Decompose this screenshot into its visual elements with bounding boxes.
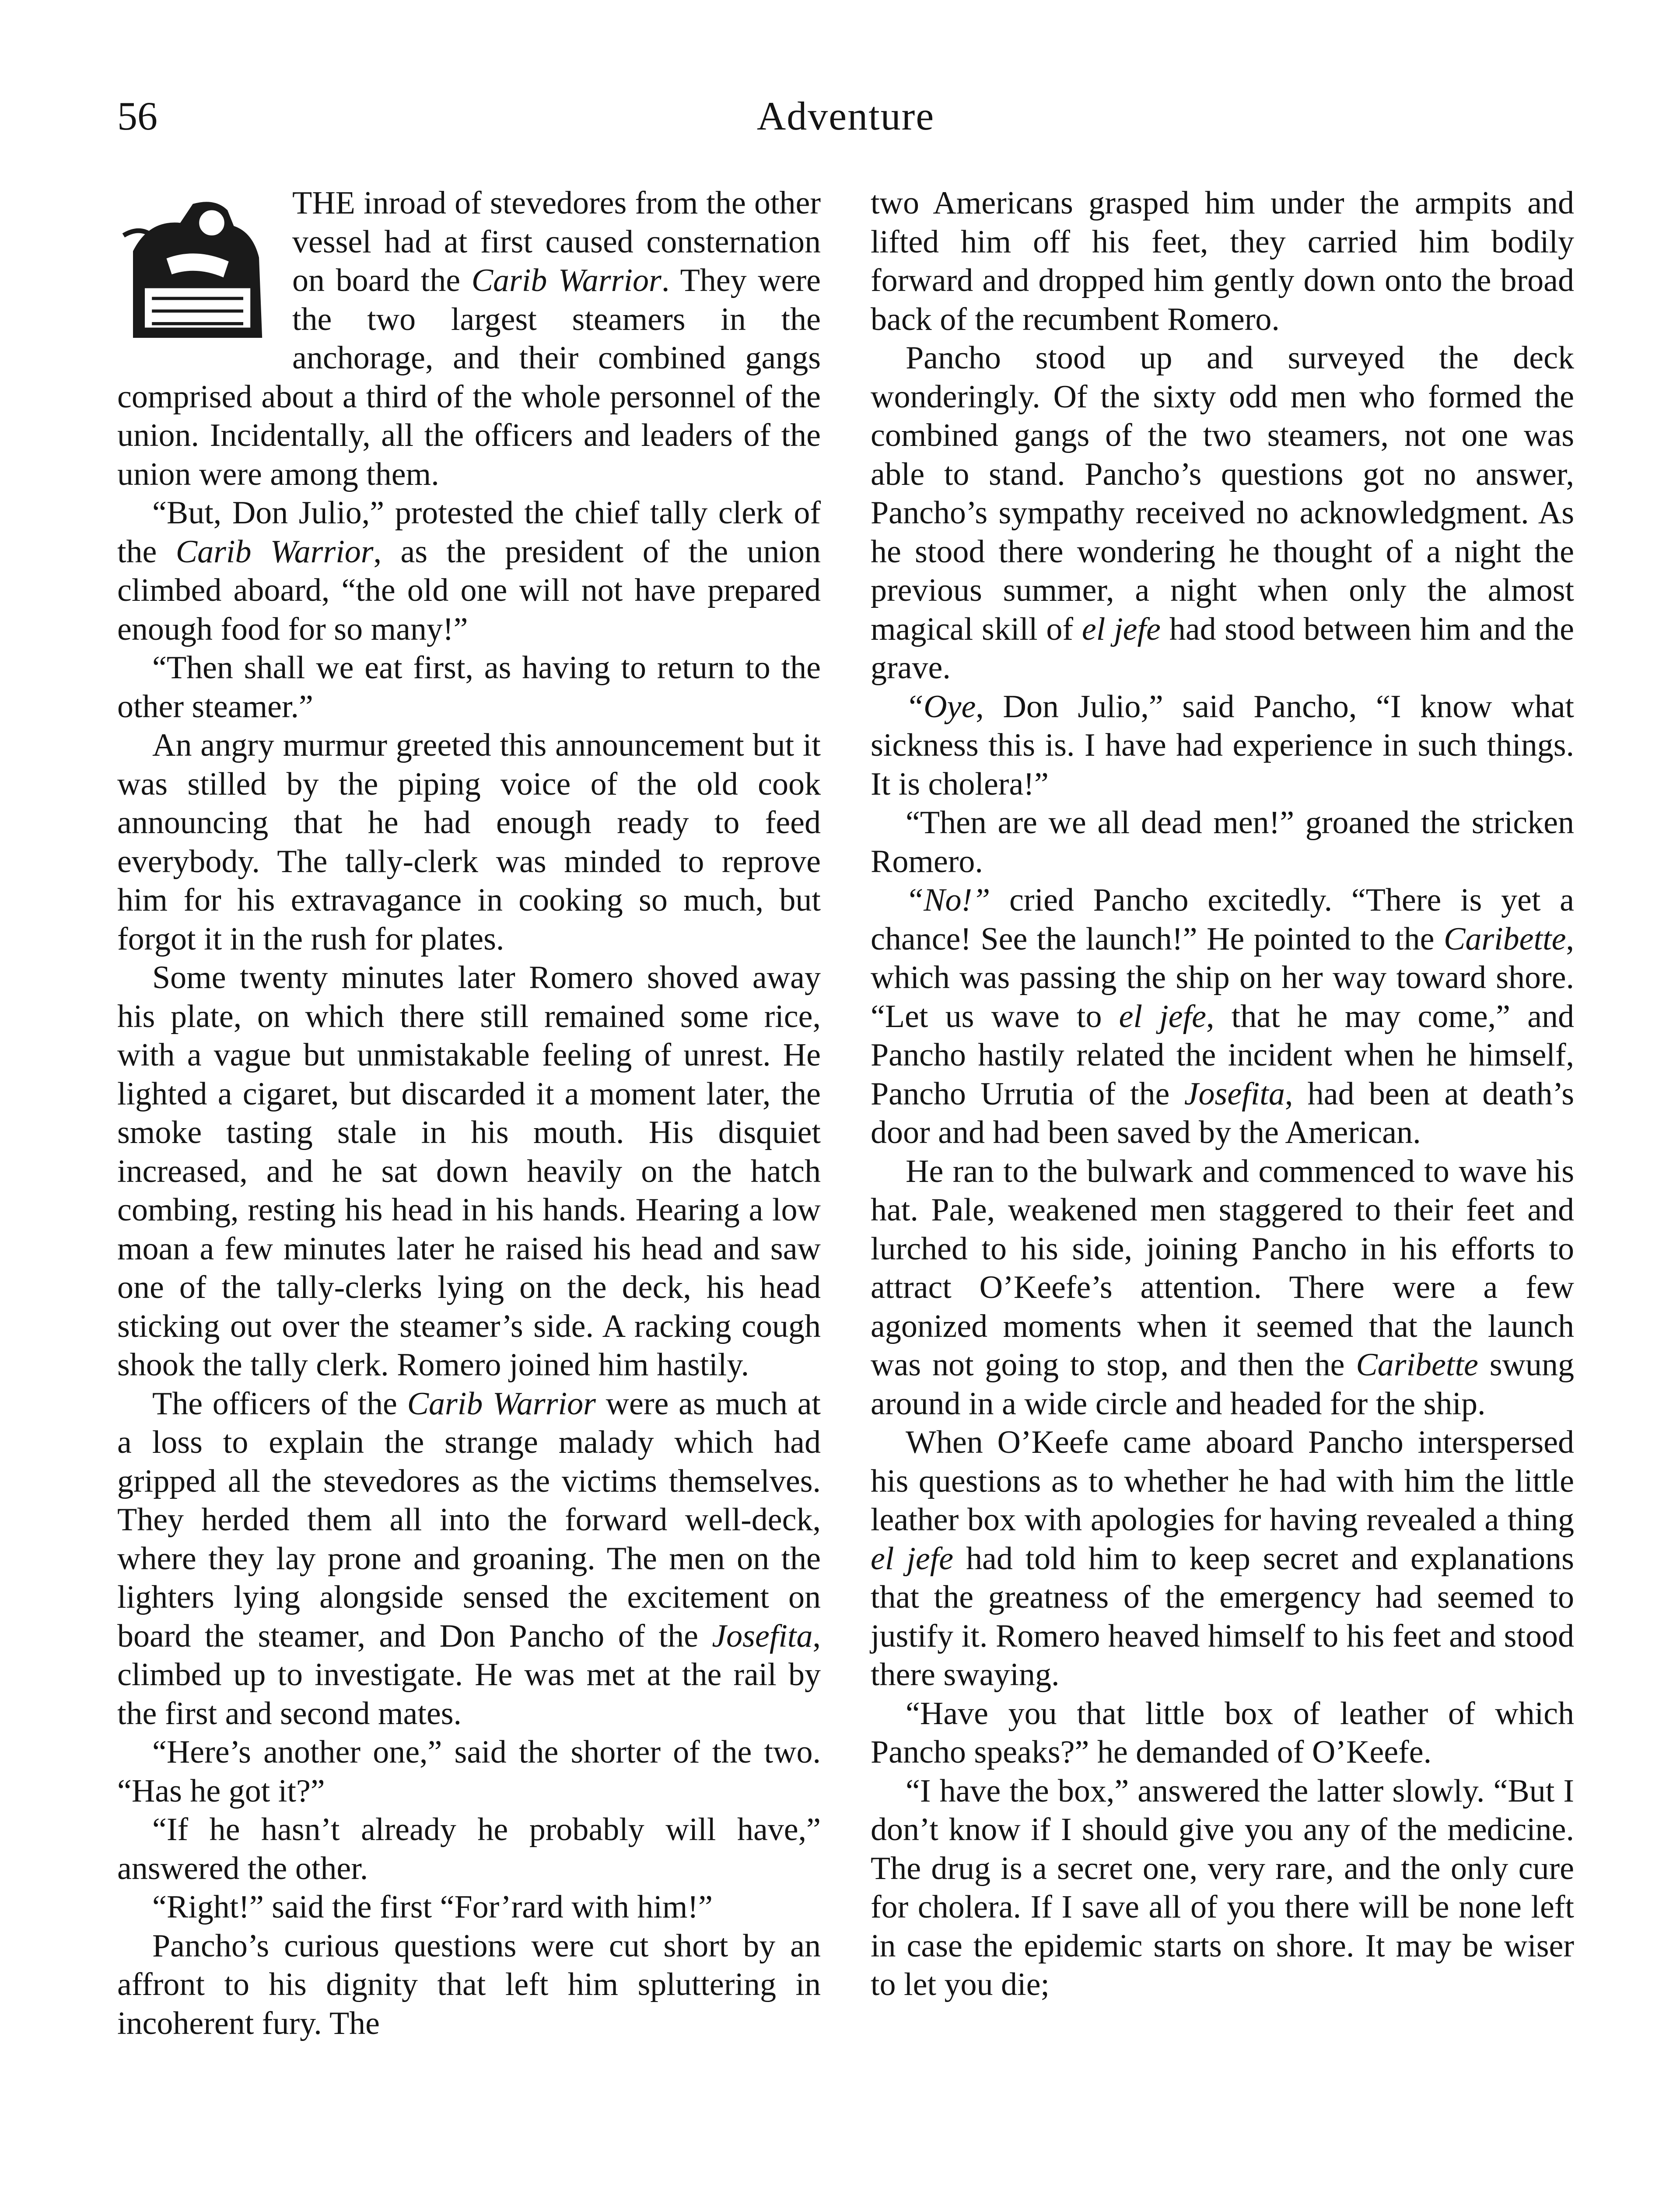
paragraph: “Here’s another one,” said the shorter of the two. “Has he got it?” [117, 1734, 821, 1809]
paragraph: “Then shall we eat first, as having to return to the other steamer.” [117, 650, 821, 725]
paragraph [871, 881, 1574, 1152]
paragraph-text: When O’Keefe came aboard Pancho interspersed his questions as to whether he had with him the little leather box with apologies for having revealed a thing [871, 1424, 1574, 1538]
foreign-term: el jefe [1119, 998, 1206, 1034]
running-title: Adventure [756, 94, 935, 138]
paragraph-text: , climbed up to investigate. He was met at the rail by the first and second mates. [117, 1618, 821, 1732]
boat-name: Josefita [712, 1618, 813, 1654]
emphasis: “No!” [906, 882, 990, 918]
foreign-term: el jefe [1082, 611, 1161, 647]
paragraph: An angry murmur greeted this announcement but it was stilled by the piping voice of the old cook announcing that he had enough ready to feed everybody. The tally-clerk was minded to reprove him for his extravagance in cooking so much, but forgot it in the rush for plates. [117, 727, 821, 957]
paragraph-text: “But, Don Julio,” protested the chief tally clerk of the [117, 495, 821, 570]
ship-name: Carib Warrior [471, 263, 662, 298]
paragraph: two Americans grasped him under the armpits and lifted him off his feet, they carried him bodily forward and dropped him gently down onto the broad back of the recumbent Romero. [871, 185, 1574, 337]
decorative-illustration [117, 188, 275, 346]
paragraph [871, 687, 1574, 804]
sailor-illustration-icon [117, 188, 275, 346]
ship-name: Carib Warrior [175, 533, 374, 570]
paragraph-text: THE inroad of stevedores from the other vessel had at first caused consternation on board the [292, 185, 821, 298]
paragraph-text: , Don Julio,” said Pancho, “I know what sickness this is. I have had experience in such things. It is cholera!” [871, 688, 1574, 802]
paragraph [871, 1152, 1574, 1424]
paragraph: “Then are we all dead men!” groaned the stricken Romero. [871, 805, 1574, 880]
paragraph-text: had stood between him and the grave. [871, 611, 1574, 686]
page-number: 56 [117, 94, 158, 138]
foreign-term: el jefe [871, 1540, 954, 1577]
paragraph: “If he hasn’t already he probably will have,” answered the other. [117, 1812, 821, 1886]
paragraph: Some twenty minutes later Romero shoved away his plate, on which there still remained some rice, with a vague but unmistakable feeling of unrest. He lighted a cigaret, but discarded it a moment later, the smoke tasting stale in his mouth. His disquiet increased, and he sat down heavily on the hatch combing, resting his head in his hands. Hearing a low moan a few minutes later he raised his head and saw one of the tally-clerks lying on the deck, his head sticking out over the steamer’s side. A racking cough shook the tally clerk. Romero joined him hastily. [117, 960, 821, 1383]
paragraph-text: swung around in a wide circle and headed for the ship. [871, 1347, 1574, 1422]
paragraph-text: cried Pancho excitedly. “There is yet a chance! See the launch!” He pointed to the [871, 882, 1574, 957]
paragraph: “Right!” said the first “For’rard with him!” [152, 1889, 713, 1925]
paragraph [871, 1423, 1574, 1694]
ship-name: Carib Warrior [407, 1385, 596, 1422]
boat-name: Caribette [1356, 1347, 1478, 1383]
paragraph [871, 339, 1574, 687]
boat-name: Josefita [1184, 1076, 1285, 1112]
left-column [117, 184, 821, 2043]
foreign-term: “Oye [906, 688, 976, 725]
page-header [117, 88, 1574, 144]
paragraph-text: , that he may come,” and Pancho hastily related the incident when he himself, Pancho Urrutia of the [871, 998, 1574, 1112]
paragraph-text: , as the president of the union climbed aboard, “the old one will not have prepared enough food for so many!” [117, 533, 821, 647]
paragraph [117, 494, 821, 649]
paragraph-text: , had been at death’s door and had been saved by the American. [871, 1076, 1574, 1150]
paragraph-text: had told him to keep secret and explanations that the greatness of the emergency had seemed to justify it. Romero heaved himself to his feet and stood there swaying. [871, 1540, 1574, 1693]
paragraph-text: The officers of the [152, 1385, 407, 1422]
paragraph-text: Pancho stood up and surveyed the deck wonderingly. Of the sixty odd men who formed the combined gangs of the two steamers, not one was able to stand. Pancho’s questions got no answer, Pancho’s sympathy received no acknowledgment. As he stood there wondering he thought of a night the previous summer, a night when only the almost magical skill of [871, 340, 1574, 647]
paragraph [117, 1385, 821, 1733]
paragraph-text: . They were the two largest steamers in the anchorage, and their combined gangs comprised about a third of the whole personnel of the union. Incidentally, all the officers and leaders of the union were among them. [117, 263, 821, 492]
paragraph-text: , which was passing the ship on her way toward shore. “Let us wave to [871, 921, 1574, 1034]
paragraph-text: were as much at a loss to explain the strange malady which had gripped all the stevedores as the victims themselves. They herded them all into the forward well-deck, where they lay prone and groaning. The men on the lighters lying alongside sensed the excitement on board the steamer, and Don Pancho of the [117, 1385, 821, 1654]
paragraph: “Have you that little box of leather of which Pancho speaks?” he demanded of O’Keefe. [871, 1695, 1574, 1770]
paragraph: “I have the box,” answered the latter slowly. “But I don’t know if I should give you any of the medicine. The drug is a secret one, very rare, and the only cure for cholera. If I save all of you there will be none left in case the epidemic starts on shore. It may be wiser to let you die; [871, 1773, 1574, 2002]
paragraph-text: He ran to the bulwark and commenced to wave his hat. Pale, weakened men staggered to their feet and lurched to his side, joining Pancho in his efforts to attract O’Keefe’s attention. There were a few agonized moments when it seemed that the launch was not going to stop, and then the [871, 1153, 1574, 1383]
paragraph: Pancho’s curious questions were cut short by an affront to his dignity that left him spluttering in incoherent fury. The [117, 1928, 821, 2041]
right-column [871, 184, 1574, 2004]
boat-name: Caribette [1443, 921, 1566, 957]
